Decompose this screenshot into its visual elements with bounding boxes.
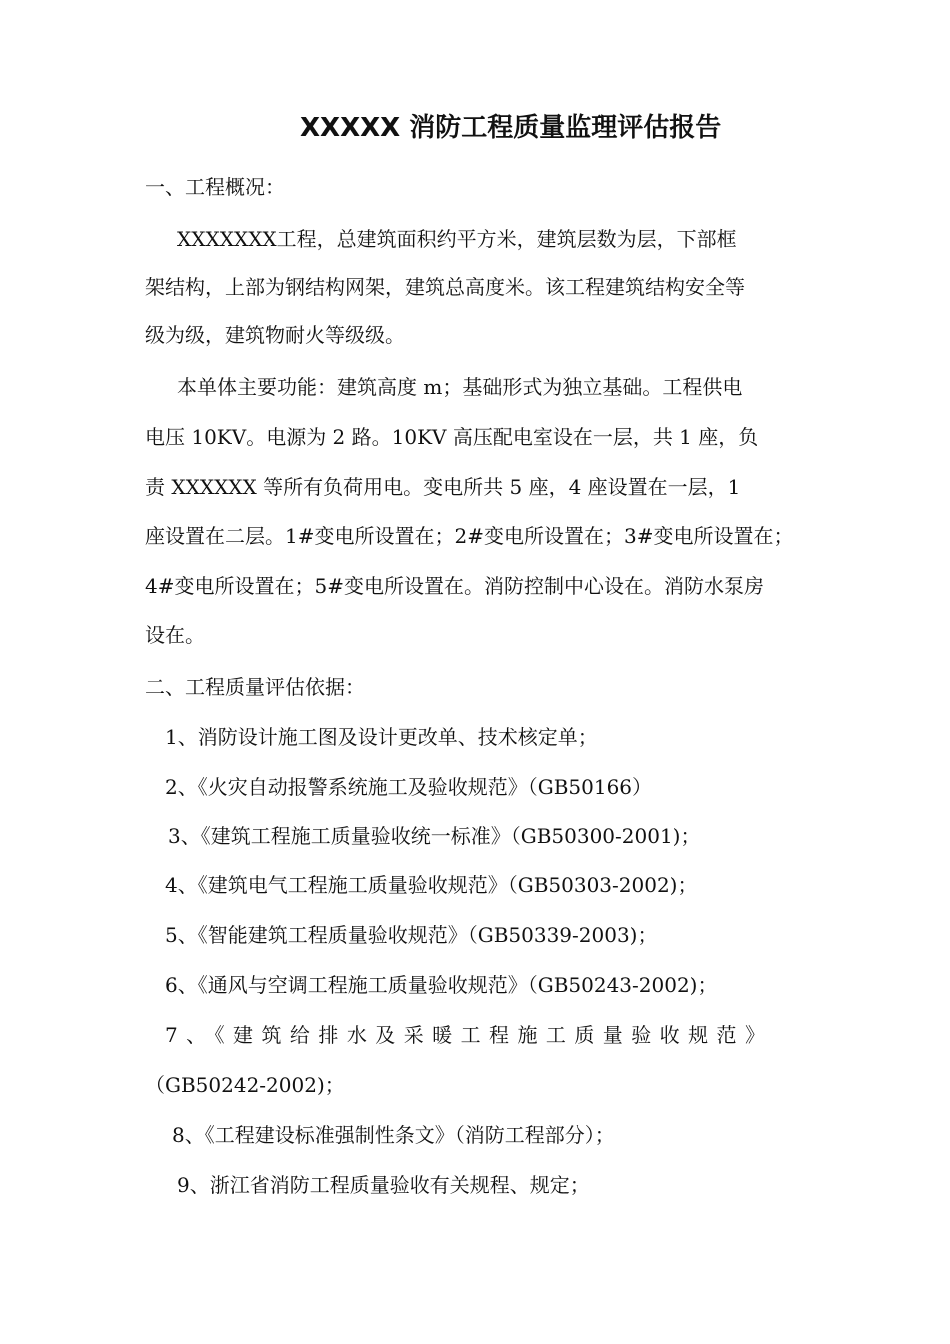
basis-item-1: 1、消防设计施工图及设计更改单、技术核定单； — [165, 725, 598, 749]
basis-item-3: 3、《建筑工程施工质量验收统一标准》（GB50300-2001)； — [168, 824, 701, 848]
section2-heading: 二、工程质量评估依据： — [145, 675, 365, 699]
function-line-5: 4#变电所设置在；5#变电所设置在。消防控制中心设在。消防水泵房 — [145, 574, 764, 598]
function-line-6: 设在。 — [145, 623, 205, 647]
basis-item-9: 9、浙江省消防工程质量验收有关规程、规定； — [177, 1173, 590, 1197]
basis-item-2: 2、《火灾自动报警系统施工及验收规范》（GB50166） — [165, 775, 653, 799]
basis-item-4: 4、《建筑电气工程施工质量验收规范》（GB50303-2002)； — [165, 873, 698, 897]
section1-heading: 一、工程概况： — [145, 175, 285, 199]
basis-item-6: 6、《通风与空调工程施工质量验收规范》（GB50243-2002)； — [165, 973, 718, 997]
basis-item-5: 5、《智能建筑工程质量验收规范》（GB50339-2003)； — [165, 923, 658, 947]
basis-item-7-cont: （GB50242-2002)； — [145, 1073, 345, 1097]
function-line-4: 座设置在二层。1#变电所设置在；2#变电所设置在；3#变电所设置在； — [145, 524, 794, 548]
overview-line-3: 级为级，建筑物耐火等级级。 — [145, 323, 405, 347]
function-line-3: 责 XXXXXX 等所有负荷用电。变电所共 5 座，4 座设置在一层，1 — [145, 475, 741, 499]
basis-item-7: 7、《建筑给排水及采暖工程施工质量验收规范》 — [165, 1023, 765, 1047]
function-line-2: 电压 10KV。电源为 2 路。10KV 高压配电室设在一层，共 1 座，负 — [145, 425, 759, 449]
overview-line-1: XXXXXXX工程，总建筑面积约平方米，建筑层数为层，下部框 — [177, 227, 737, 251]
overview-line-2: 架结构，上部为钢结构网架，建筑总高度米。该工程建筑结构安全等 — [145, 275, 745, 299]
basis-item-8: 8、《工程建设标准强制性条文》（消防工程部分）； — [172, 1123, 615, 1147]
function-line-1: 本单体主要功能：建筑高度 m；基础形式为独立基础。工程供电 — [177, 375, 743, 399]
document-title: XXXXX 消防工程质量监理评估报告 — [300, 113, 722, 143]
